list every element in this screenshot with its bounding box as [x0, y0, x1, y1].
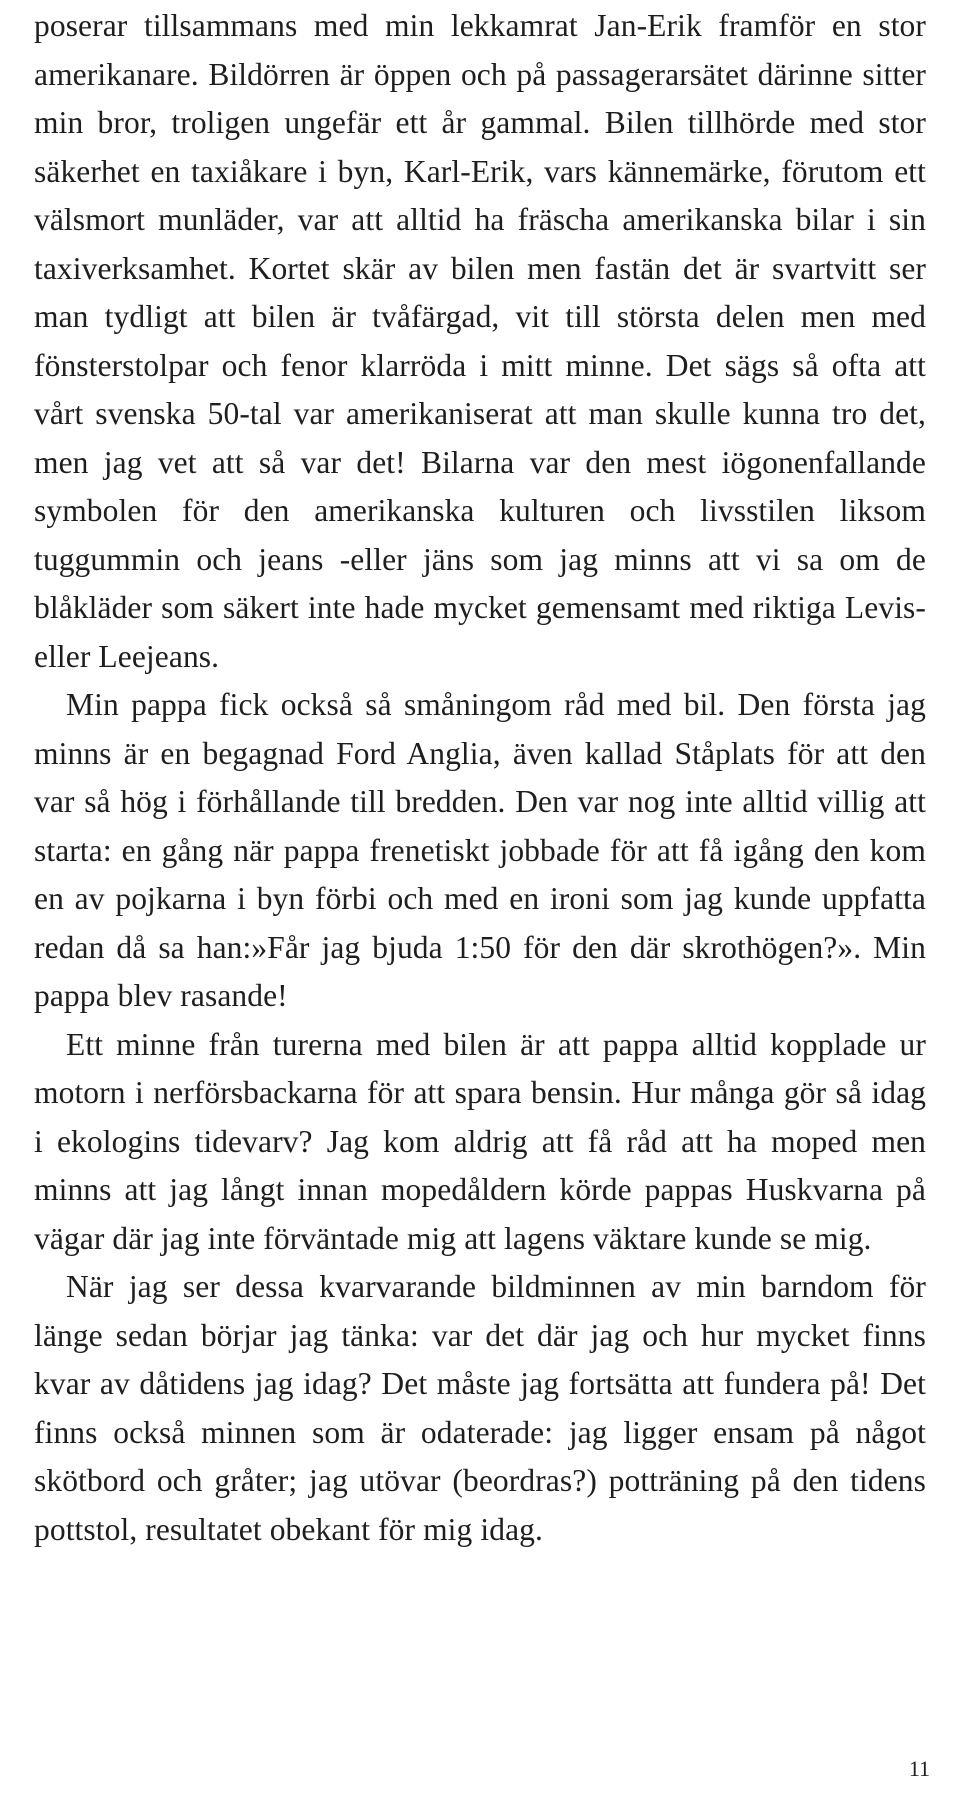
- body-text: [34, 2, 926, 1554]
- paragraph-3: Ett minne från turerna med bilen är att pappa alltid kopplade ur motorn i nerförsbackarna för att spara bensin. Hur många gör så idag i ekologins tidevarv? Jag kom aldrig att få råd att ha moped men minns att jag långt innan mopedåldern körde pappas Huskvarna på vägar där jag inte förväntade mig att lagens väktare kunde se mig.: [34, 1026, 926, 1256]
- page-number: 11: [908, 1756, 930, 1781]
- paragraph-4: När jag ser dessa kvarvarande bildminnen av min barndom för länge sedan börjar jag tänka: var det där jag och hur mycket finns kvar av dåtidens jag idag? Det måste jag fortsätta att fundera på! Det finns också minnen som är odaterade: jag ligger ensam på något skötbord och gråter; jag utövar (beordras?) potträning på den tidens pottstol, resultatet obekant för mig idag.: [34, 1269, 926, 1547]
- paragraph-1: poserar tillsammans med min lekkamrat Jan-Erik framför en stor amerikanare. Bildörren är öppen och på passagerarsätet därinne sitter min bror, troligen ungefär ett år gammal. Bilen tillhörde med stor säkerhet en taxiåkare i byn, Karl-Erik, vars kännemärke, förutom ett välsmort munläder, var att alltid ha fräscha amerikanska bilar i sin taxiverksamhet. Kortet skär av bilen men fastän det är svartvitt ser man tydligt att bilen är tvåfärgad, vit till största delen men med fönsterstolpar och fenor klarröda i mitt minne. Det sägs så ofta att vårt svenska 50-tal var amerikaniserat att man skulle kunna tro det, men jag vet att så var det! Bilarna var den mest iögonenfallande symbolen för den amerikanska kulturen och livsstilen liksom tuggummin och jeans -eller jäns som jag minns att vi sa om de blåkläder som säkert inte hade mycket gemensamt med riktiga Levis- eller Leejeans.: [34, 8, 926, 674]
- paragraph-2: Min pappa fick också så småningom råd med bil. Den första jag minns är en begagnad Ford Anglia, även kallad Ståplats för att den var så hög i förhållande till bredden. Den var nog inte alltid villig att starta: en gång när pappa frenetiskt jobbade för att få igång den kom en av pojkarna i byn förbi och med en ironi som jag kunde uppfatta redan då sa han:»Får jag bjuda 1:50 för den där skrothögen?». Min pappa blev rasande!: [34, 687, 926, 1013]
